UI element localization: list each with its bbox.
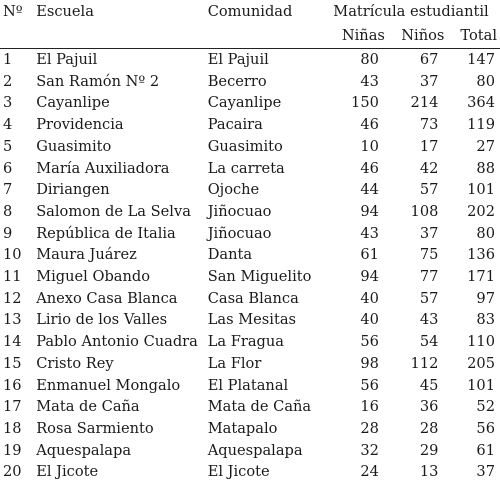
cell-ninas: 43 [360, 224, 379, 242]
header-blank [208, 24, 322, 49]
cell-total: 61 [476, 441, 495, 459]
cell-total: 37 [476, 463, 495, 481]
cell-escuela: El Pajuil [36, 51, 98, 68]
cell-ninos: 57 [419, 181, 439, 199]
cell-ninas: 94 [360, 202, 379, 220]
table-row [0, 136, 500, 158]
cell-ninos: 112 [410, 354, 439, 372]
cell-total: 147 [467, 51, 495, 68]
table-row [0, 309, 500, 331]
cell-escuela: Anexo Casa Blanca [36, 289, 178, 307]
cell-no: 19 [3, 441, 22, 459]
cell-ninas: 32 [360, 441, 379, 459]
cell-no: 4 [3, 116, 13, 134]
cell-escuela: María Auxiliadora [36, 159, 170, 177]
cell-no: 7 [3, 181, 13, 199]
cell-comunidad: Mata de Caña [207, 398, 312, 416]
cell-no: 10 [3, 246, 22, 264]
cell-no: 16 [3, 376, 22, 394]
cell-comunidad: Ojoche [207, 181, 260, 199]
table-row [0, 114, 500, 136]
cell-escuela: Diriangen [36, 181, 110, 199]
cell-ninas: 44 [360, 181, 379, 199]
cell-comunidad: Matapalo [207, 419, 278, 437]
cell-comunidad: Pacaira [207, 116, 263, 134]
cell-escuela: Rosa Sarmiento [36, 419, 154, 437]
cell-comunidad: Las Mesitas [207, 311, 297, 329]
cell-no: 1 [3, 51, 13, 68]
cell-escuela: Lirio de los Valles [36, 311, 168, 329]
cell-ninos: 54 [419, 333, 439, 351]
table-header [0, 0, 500, 49]
cell-comunidad: Becerro [207, 72, 267, 90]
cell-no: 5 [3, 137, 13, 155]
cell-escuela: El Jicote [36, 463, 99, 481]
cell-escuela: Aquespalapa [36, 441, 132, 459]
table-row [0, 158, 500, 180]
table-row [0, 353, 500, 375]
cell-total: 110 [467, 333, 495, 351]
cell-ninos: 73 [419, 116, 439, 134]
cell-ninos: 45 [419, 376, 439, 394]
cell-escuela: San Ramón Nº 2 [36, 72, 160, 90]
cell-total: 56 [476, 419, 495, 437]
cell-ninas: 46 [360, 159, 379, 177]
cell-escuela: Mata de Caña [36, 398, 140, 416]
table-row [0, 375, 500, 397]
cell-ninos: 42 [419, 159, 439, 177]
cell-ninos: 77 [419, 268, 439, 286]
table-row [0, 244, 500, 266]
cell-ninas: 98 [360, 354, 379, 372]
cell-total: 52 [476, 398, 495, 416]
cell-no: 3 [3, 94, 13, 112]
cell-ninos: 43 [419, 311, 439, 329]
header-matricula: Matrícula estudiantil [333, 3, 489, 20]
cell-no: 13 [3, 311, 22, 329]
cell-ninas: 10 [360, 137, 379, 155]
cell-ninos: 29 [419, 441, 439, 459]
cell-comunidad: El Jicote [207, 463, 270, 481]
cell-total: 101 [467, 181, 495, 199]
cell-escuela: Cayanlipe [36, 94, 110, 112]
cell-ninos: 75 [419, 246, 439, 264]
header-total: Total [444, 24, 500, 49]
cell-comunidad: El Platanal [207, 376, 289, 394]
cell-comunidad: Aquespalapa [207, 441, 303, 459]
cell-no: 2 [3, 72, 13, 90]
cell-comunidad: El Pajuil [207, 51, 269, 68]
header-row-sub [0, 24, 500, 49]
cell-total: 119 [467, 116, 495, 134]
table-row [0, 461, 500, 483]
cell-no: 12 [3, 289, 22, 307]
cell-no: 11 [3, 268, 22, 286]
cell-ninos: 37 [419, 72, 439, 90]
cell-ninas: 40 [360, 311, 379, 329]
cell-no: 20 [3, 463, 22, 481]
cell-ninas: 94 [360, 268, 379, 286]
cell-comunidad: Cayanlipe [207, 94, 282, 112]
header-blank [36, 24, 208, 49]
cell-total: 27 [476, 137, 495, 155]
cell-ninas: 46 [360, 116, 379, 134]
cell-no: 17 [3, 398, 22, 416]
table-row [0, 440, 500, 462]
table-row [0, 92, 500, 114]
cell-total: 97 [476, 289, 495, 307]
cell-escuela: República de Italia [36, 224, 176, 242]
cell-ninos: 17 [419, 137, 439, 155]
header-blank [0, 24, 36, 49]
table-row [0, 71, 500, 93]
cell-ninas: 56 [360, 333, 379, 351]
cell-total: 364 [467, 94, 495, 112]
cell-total: 136 [467, 246, 495, 264]
table-body [0, 49, 500, 484]
header-ninos: Niños [385, 24, 444, 49]
cell-comunidad: La carreta [207, 159, 285, 177]
cell-escuela: Guasimito [36, 137, 112, 155]
cell-ninos: 36 [419, 398, 439, 416]
cell-total: 101 [467, 376, 495, 394]
cell-ninas: 150 [351, 94, 379, 112]
cell-escuela: Providencia [36, 116, 124, 134]
header-comunidad: Comunidad [207, 3, 293, 20]
table-row [0, 49, 500, 71]
table-row [0, 179, 500, 201]
cell-total: 205 [467, 354, 495, 372]
header-ninas: Niñas [322, 24, 385, 49]
cell-comunidad: La Fragua [207, 333, 284, 351]
cell-ninos: 37 [419, 224, 439, 242]
table-row [0, 201, 500, 223]
cell-comunidad: Jiñocuao [207, 202, 272, 220]
cell-no: 15 [3, 354, 22, 372]
table-row [0, 396, 500, 418]
table-row [0, 288, 500, 310]
cell-escuela: Pablo Antonio Cuadra [36, 333, 198, 351]
cell-comunidad: Guasimito [207, 137, 283, 155]
cell-total: 171 [467, 268, 495, 286]
cell-ninos: 214 [410, 94, 439, 112]
cell-ninas: 28 [360, 419, 379, 437]
cell-total: 83 [476, 311, 495, 329]
cell-escuela: Maura Juárez [36, 246, 137, 264]
cell-ninas: 40 [360, 289, 379, 307]
header-row-top [0, 0, 500, 24]
cell-total: 80 [476, 224, 495, 242]
cell-no: 8 [3, 202, 13, 220]
cell-total: 202 [467, 202, 495, 220]
cell-ninas: 43 [360, 72, 379, 90]
table-row [0, 266, 500, 288]
cell-comunidad: Danta [207, 246, 253, 264]
cell-ninas: 61 [360, 246, 379, 264]
cell-ninos: 28 [419, 419, 439, 437]
cell-ninos: 108 [410, 202, 439, 220]
cell-no: 6 [3, 159, 13, 177]
cell-comunidad: La Flor [207, 354, 262, 372]
cell-comunidad: Casa Blanca [207, 289, 299, 307]
cell-ninos: 13 [419, 463, 439, 481]
table-row [0, 223, 500, 245]
cell-no: 18 [3, 419, 22, 437]
table-row [0, 418, 500, 440]
cell-no: 14 [3, 333, 22, 351]
cell-escuela: Enmanuel Mongalo [36, 376, 181, 394]
cell-ninos: 57 [419, 289, 439, 307]
cell-total: 80 [476, 72, 495, 90]
cell-comunidad: Jiñocuao [207, 224, 272, 242]
cell-ninas: 16 [360, 398, 379, 416]
cell-ninas: 80 [360, 51, 379, 68]
cell-ninas: 56 [360, 376, 379, 394]
header-no: Nº [3, 3, 23, 20]
cell-escuela: Cristo Rey [36, 354, 114, 372]
cell-total: 88 [476, 159, 495, 177]
cell-escuela: Miguel Obando [36, 268, 151, 286]
cell-escuela: Salomon de La Selva [36, 202, 191, 220]
header-escuela: Escuela [36, 3, 94, 20]
cell-no: 9 [3, 224, 13, 242]
cell-comunidad: San Miguelito [207, 268, 312, 286]
table-row [0, 331, 500, 353]
cell-ninos: 67 [419, 51, 439, 68]
cell-ninas: 24 [360, 463, 379, 481]
